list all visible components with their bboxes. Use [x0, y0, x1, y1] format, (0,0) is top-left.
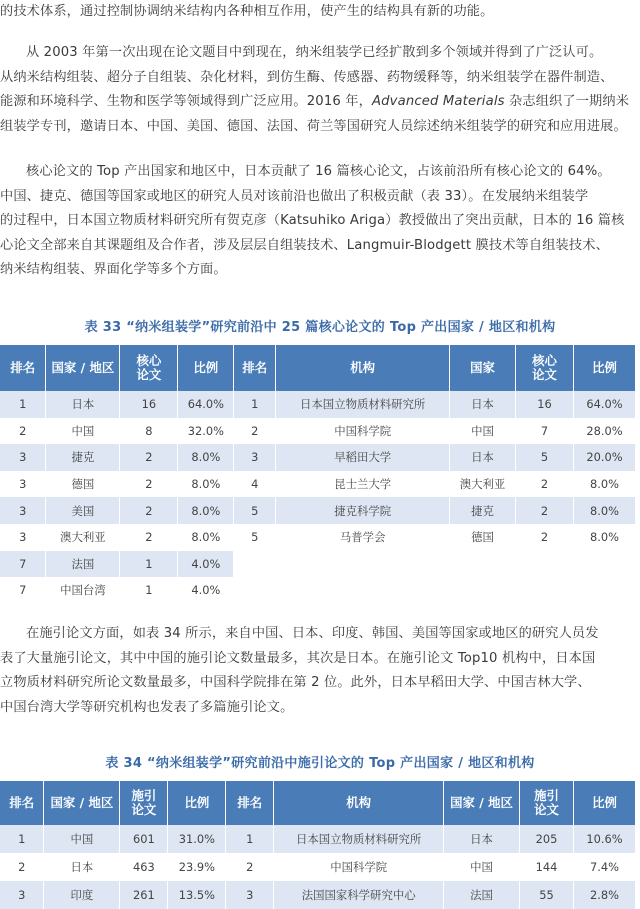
cell-rank: 3	[0, 524, 46, 551]
header-ratio: 比例	[178, 345, 234, 391]
cell-rank: 4	[234, 471, 276, 498]
table-row	[0, 497, 636, 524]
cell-country	[450, 551, 516, 578]
cell-institution: 中国科学院	[276, 418, 450, 445]
text-line: 立物质材料研究所论文数量最多，中国科学院排在第 2 位。此外，日本早稻田大学、中国吉林大学、	[0, 675, 591, 691]
header-institution: 机构	[274, 781, 444, 825]
header-ratio: 比例	[573, 781, 635, 825]
cell-rank: 3	[0, 497, 46, 524]
cell-institution: 法国国家科学研究中心	[274, 881, 444, 909]
header-rank: 排名	[0, 781, 44, 825]
header-core-papers: 核心 论文	[516, 345, 574, 391]
table-34	[0, 781, 636, 909]
cell-institution: 日本国立物质材料研究所	[276, 391, 450, 418]
text-line: 中国、捷克、德国等国家或地区的研究人员对该前沿也做出了积极贡献（表 33）。在发展纳米组装学	[0, 188, 589, 204]
text-segment: 能源和环境科学、生物和医学等领域得到广泛应用。2016 年，	[0, 94, 372, 110]
cell-ratio: 4.0%	[178, 577, 234, 604]
cell-country: 印度	[44, 881, 120, 909]
cell-count: 2	[120, 444, 178, 471]
cell-institution	[276, 577, 450, 604]
cell-count: 144	[520, 853, 574, 881]
text-line: 在施引论文方面，如表 34 所示，来自中国、日本、印度、韩国、美国等国家或地区的研究人员发	[26, 626, 599, 641]
cell-country: 中国	[46, 418, 120, 445]
cell-rank: 1	[226, 825, 274, 853]
cell-country: 捷克	[450, 497, 516, 524]
cell-rank: 5	[234, 524, 276, 551]
cell-country: 日本	[450, 444, 516, 471]
cell-ratio: 28.0%	[573, 418, 635, 445]
cell-rank: 2	[0, 418, 46, 445]
cell-country: 日本	[44, 853, 120, 881]
table-row	[0, 881, 636, 909]
cell-ratio	[573, 551, 635, 578]
cell-institution: 马普学会	[276, 524, 450, 551]
cell-country: 中国	[450, 418, 516, 445]
cell-ratio: 8.0%	[178, 497, 234, 524]
cell-rank: 1	[0, 825, 44, 853]
header-rank: 排名	[234, 345, 276, 391]
header-ratio: 比例	[573, 345, 635, 391]
cell-ratio: 31.0%	[168, 825, 226, 853]
table-33	[0, 345, 636, 604]
cell-ratio: 2.8%	[573, 881, 635, 909]
table-row	[0, 444, 636, 471]
cell-country	[450, 577, 516, 604]
cell-ratio: 20.0%	[573, 444, 635, 471]
cell-ratio: 64.0%	[573, 391, 635, 418]
cell-count	[516, 577, 574, 604]
text-line: 核心论文的 Top 产出国家和地区中，日本贡献了 16 篇核心论文，占该前沿所有核心论文的 64%。	[26, 164, 611, 179]
header-rank: 排名	[226, 781, 274, 825]
table-33-caption: 表 33 “纳米组装学”研究前沿中 25 篇核心论文的 Top 产出国家 / 地区和机构	[84, 320, 556, 335]
paragraph-core-papers	[0, 160, 640, 283]
cell-rank: 3	[234, 444, 276, 471]
cell-count: 1	[120, 577, 178, 604]
header-country: 国家	[450, 345, 516, 391]
cell-country: 中国台湾	[46, 577, 120, 604]
cell-count: 2	[516, 471, 574, 498]
cell-rank: 7	[0, 577, 46, 604]
cell-country: 中国	[444, 853, 520, 881]
table-row	[0, 825, 636, 853]
header-country: 国家 / 地区	[44, 781, 120, 825]
cell-country: 德国	[450, 524, 516, 551]
cell-count: 2	[120, 524, 178, 551]
cell-count	[516, 551, 574, 578]
cell-rank	[234, 551, 276, 578]
cell-count: 463	[120, 853, 168, 881]
cell-institution: 中国科学院	[274, 853, 444, 881]
cell-country: 法国	[46, 551, 120, 578]
cell-count: 16	[516, 391, 574, 418]
cell-count: 205	[520, 825, 574, 853]
cell-count: 5	[516, 444, 574, 471]
cell-country: 澳大利亚	[450, 471, 516, 498]
cell-rank: 7	[0, 551, 46, 578]
cell-rank: 1	[234, 391, 276, 418]
cell-count: 16	[120, 391, 178, 418]
table-row	[0, 551, 636, 578]
text-line: 中国台湾大学等研究机构也发表了多篇施引论文。	[0, 699, 294, 715]
text-line: 从纳米结构组装、超分子自组装、杂化材料，到仿生酶、传感器、药物缓释等，纳米组装学在器件制造、	[0, 69, 614, 85]
header-institution: 机构	[276, 345, 450, 391]
text-line: 从 2003 年第一次出现在论文题目中到现在，纳米组装学已经扩散到多个领域并得到了广泛认可。	[26, 45, 603, 60]
cell-ratio: 8.0%	[573, 497, 635, 524]
cell-rank: 3	[226, 881, 274, 909]
cell-ratio: 8.0%	[178, 471, 234, 498]
cell-count: 2	[120, 471, 178, 498]
cell-ratio: 8.0%	[178, 444, 234, 471]
cell-count: 8	[120, 418, 178, 445]
header-citing-papers: 施引 论文	[120, 781, 168, 825]
header-country: 国家 / 地区	[444, 781, 520, 825]
cell-rank	[234, 577, 276, 604]
cell-count: 55	[520, 881, 574, 909]
cell-count: 7	[516, 418, 574, 445]
table-header-row	[0, 345, 636, 391]
cell-country: 法国	[444, 881, 520, 909]
cell-institution: 早稻田大学	[276, 444, 450, 471]
table-row	[0, 577, 636, 604]
cell-country: 中国	[44, 825, 120, 853]
cell-institution: 昆士兰大学	[276, 471, 450, 498]
cell-rank: 3	[0, 444, 46, 471]
text-line	[0, 90, 640, 115]
text-line: 纳米结构组装、界面化学等多个方面。	[0, 262, 227, 278]
cell-institution: 日本国立物质材料研究所	[274, 825, 444, 853]
cell-rank: 2	[226, 853, 274, 881]
header-country: 国家 / 地区	[46, 345, 120, 391]
cell-ratio: 7.4%	[573, 853, 635, 881]
cell-country: 日本	[46, 391, 120, 418]
cell-count: 2	[516, 497, 574, 524]
cell-ratio: 8.0%	[573, 524, 635, 551]
table-row	[0, 418, 636, 445]
cell-country: 德国	[46, 471, 120, 498]
cell-count: 2	[120, 497, 178, 524]
cell-ratio: 64.0%	[178, 391, 234, 418]
cell-institution: 捷克科学院	[276, 497, 450, 524]
cell-count: 601	[120, 825, 168, 853]
cell-rank: 5	[234, 497, 276, 524]
cell-rank: 2	[0, 853, 44, 881]
cell-country: 美国	[46, 497, 120, 524]
table-row	[0, 471, 636, 498]
cell-ratio: 8.0%	[573, 471, 635, 498]
cell-rank: 3	[0, 881, 44, 909]
cell-country: 日本	[444, 825, 520, 853]
text-line: 组装学专刊，邀请日本、中国、美国、德国、法国、荷兰等国研究人员综述纳米组装学的研究和应用进展。	[0, 118, 627, 134]
cell-country: 捷克	[46, 444, 120, 471]
text-line: 的过程中，日本国立物质材料研究所有贺克彦（Katsuhiko Ariga）教授做出了突出贡献，日本的 16 篇核	[0, 213, 625, 229]
journal-name: Advanced Materials	[371, 94, 505, 110]
cell-count: 2	[516, 524, 574, 551]
cell-ratio: 32.0%	[178, 418, 234, 445]
table-row	[0, 391, 636, 418]
text-line: 的技术体系，通过控制协调纳米结构内各种相互作用，使产生的结构具有新的功能。	[0, 4, 494, 19]
table-header-row	[0, 781, 636, 825]
paragraph-history	[0, 41, 640, 139]
table-34-caption: 表 34 “纳米组装学”研究前沿中施引论文的 Top 产出国家 / 地区和机构	[105, 756, 535, 771]
header-rank: 排名	[0, 345, 46, 391]
text-segment: 杂志组织了一期纳米	[504, 94, 630, 110]
table-row	[0, 524, 636, 551]
cell-count: 1	[120, 551, 178, 578]
paragraph-intro-continuation	[0, 0, 640, 25]
table-row	[0, 853, 636, 881]
paragraph-citing-papers	[0, 622, 640, 720]
cell-institution	[276, 551, 450, 578]
cell-ratio: 4.0%	[178, 551, 234, 578]
header-ratio: 比例	[168, 781, 226, 825]
cell-count: 261	[120, 881, 168, 909]
text-line: 心论文全部来自其课题组及合作者，涉及层层自组装技术、Langmuir-Blodgett 膜技术等自组装技术、	[0, 237, 609, 253]
text-line: 表了大量施引论文，其中中国的施引论文数量最多，其次是日本。在施引论文 Top10 机构中，日本国	[0, 650, 596, 666]
cell-ratio: 10.6%	[573, 825, 635, 853]
cell-ratio: 23.9%	[168, 853, 226, 881]
cell-rank: 2	[234, 418, 276, 445]
header-core-papers: 核心 论文	[120, 345, 178, 391]
cell-country: 日本	[450, 391, 516, 418]
cell-rank: 3	[0, 471, 46, 498]
cell-rank: 1	[0, 391, 46, 418]
cell-country: 澳大利亚	[46, 524, 120, 551]
header-citing-papers: 施引 论文	[520, 781, 574, 825]
cell-ratio: 13.5%	[168, 881, 226, 909]
cell-ratio: 8.0%	[178, 524, 234, 551]
cell-ratio	[573, 577, 635, 604]
